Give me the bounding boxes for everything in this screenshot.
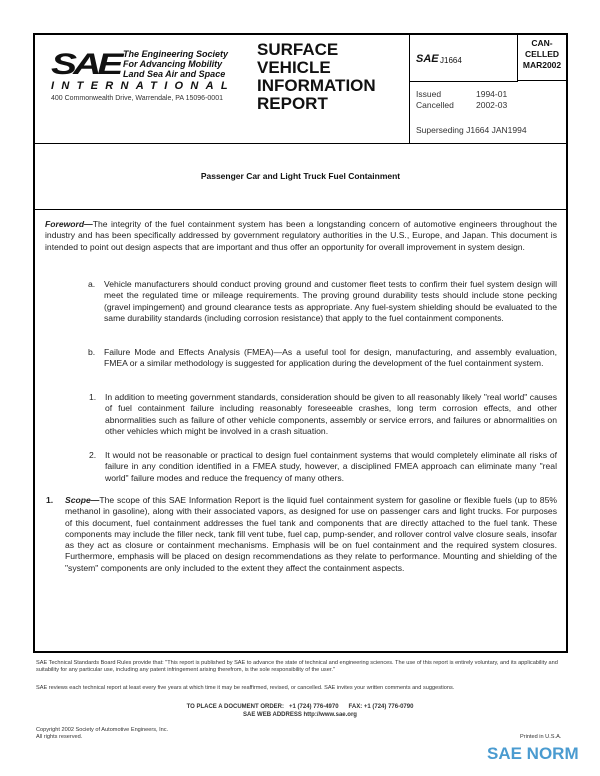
rights: All rights reserved. <box>36 734 83 740</box>
subitem-text: In addition to meeting government standards, consideration should be given to all reasonably likely "real world" causes of fuel containment failure including reasonably foreseeable crashes, long term corrosion effects, and other abnormalities such as failure of other vehicle components, assembly or service errors, and failures or abnormalities on other vehicles which might be involved in a crash situation. <box>105 392 557 436</box>
society-tagline <box>123 49 228 79</box>
scope-text: The scope of this SAE Information Report is the liquid fuel containment system for gasoline or flexible fuels (up to 85% methanol in gasoline), along with their associated vapors, as designed for use on passenger cars and light trucks. For purposes of this document, fuel containment addresses the fuel tank and components that are directly attached to the fuel tank. These components may include the filler neck, tank fill vent tube, fuel cap, pump-sender, and rollover control valve closure seals, insofar as they act as closure or containment mechanisms. Emphasis will be on fuel containment and the required system closures. Furthermore, emphasis will be placed on design recommendations as they relate to performance. Mounting and shielding of the "system" components are only included to the extent they affect the containment aspects. <box>65 495 557 573</box>
issued-date: 1994-01 <box>476 89 508 99</box>
item-marker: a. <box>88 279 96 289</box>
standard-number-cell <box>410 35 518 82</box>
standard-number: J1664 <box>440 56 462 65</box>
scope <box>65 495 557 574</box>
tagline-line: Land Sea Air and Space <box>123 69 226 79</box>
status-line: MAR2002 <box>522 60 562 70</box>
item-marker: b. <box>88 347 96 357</box>
watermark-text: SAE NORM <box>487 744 579 763</box>
report-type-line: INFORMATION <box>257 76 376 95</box>
status-badge <box>517 35 567 81</box>
document-info <box>409 35 567 143</box>
address: 400 Commonwealth Drive, Warrendale, PA 15096-0001 <box>51 95 223 102</box>
cancelled-label: Cancelled <box>416 100 454 110</box>
report-type-line: REPORT <box>257 94 328 113</box>
report-type-line: VEHICLE <box>257 58 331 77</box>
international-label: INTERNATIONAL <box>51 80 235 92</box>
printed-in: Printed in U.S.A. <box>520 734 562 740</box>
item-text: Failure Mode and Effects Analysis (FMEA)—As a useful tool for design, manufacturing, and assembly evaluation, FMEA or a similar methodology is suggested for application during the development of the fuel containment system. <box>104 347 557 369</box>
order-info: TO PLACE A DOCUMENT ORDER: +1 (724) 776-4970 FAX: +1 (724) 776-0790 <box>186 704 414 710</box>
review-notice: SAE reviews each technical report at least every five years at which time it may be reaffirmed, revised, or cancelled. SAE invites your written comments and suggestions. <box>36 685 455 691</box>
subitem-marker: 2. <box>89 450 97 460</box>
status-line: CELLED <box>525 49 559 59</box>
status-line: CAN- <box>531 38 553 48</box>
item-text: Vehicle manufacturers should conduct proving ground and customer fleet tests to confirm their fuel system design will meet the regulated time or mileage requirements. The proving ground durability tests should include stone pecking (gravel impingement) and ground clearance tests as appropriate. Any fuel-system shielding should be evaluated to the same durability standards (including corrosion resistance) that apply to the fuel containment components. <box>104 279 557 323</box>
superseding: Superseding J1664 JAN1994 <box>416 125 527 135</box>
tagline-line: For Advancing Mobility <box>123 59 223 69</box>
watermark-logo <box>483 739 579 765</box>
foreword-text: The integrity of the fuel containment system has been a longstanding concern of automotive engineers throughout the industry and has been specifically addressed by government regulatory authorities in the U.S., Europe, and Japan. This document is intended to point out design aspects that are important and thus offer an opportunity for overall improvement in system design. <box>45 219 557 252</box>
sae-logo: SAE <box>51 48 120 81</box>
header <box>35 35 566 144</box>
scope-label: Scope— <box>65 495 100 505</box>
web-address: SAE WEB ADDRESS http://www.sae.org <box>243 712 357 718</box>
rules-notice: SAE Technical Standards Board Rules provide that: "This report is published by SAE to advance the state of technical and engineering sciences. The use of this report is entirely voluntary, and its applicability and suitability for any particular use, including any patent infringement arising therefrom, is the sole responsibility of the user." <box>36 660 558 673</box>
scope-number: 1. <box>46 495 54 505</box>
dates <box>416 89 536 111</box>
report-type <box>257 41 376 113</box>
subitem-marker: 1. <box>89 392 97 402</box>
foreword <box>45 219 557 253</box>
document-title: Passenger Car and Light Truck Fuel Containment <box>35 143 566 210</box>
foreword-label: Foreword— <box>45 219 93 229</box>
issued-label: Issued <box>416 89 442 99</box>
tagline-line: The Engineering Society <box>123 49 229 59</box>
sae-small-logo: SAE <box>416 53 439 65</box>
copyright: Copyright 2002 Society of Automotive Engineers, Inc. <box>36 727 169 733</box>
subitem-text: It would not be reasonable or practical to design fuel containment systems that would completely eliminate all risks of failure in any condition identified in a FMEA study, however, a disciplined FMEA approach can eliminate many "real world" failure modes and reduce the frequency of many others. <box>105 450 557 483</box>
report-type-line: SURFACE <box>257 40 339 59</box>
cancelled-date: 2002-03 <box>476 100 508 110</box>
